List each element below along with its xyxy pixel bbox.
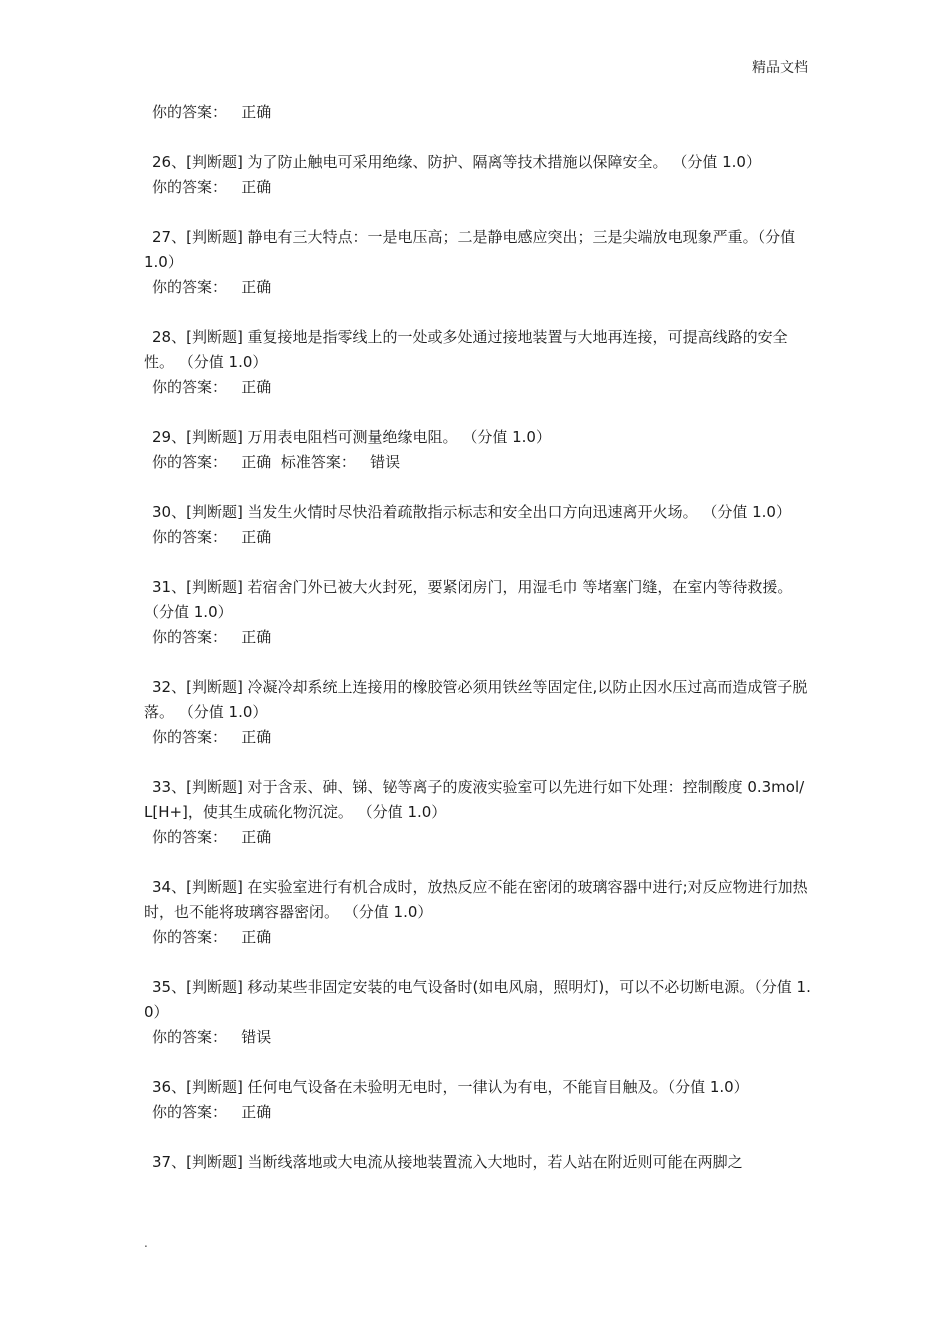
question-27 (144, 225, 812, 300)
question-32 (144, 675, 812, 750)
answer-line: 你的答案： 正确 标准答案： 错误 (152, 453, 401, 471)
page-footer: . (144, 1236, 148, 1250)
question-text: 35、[判断题] 移动某些非固定安装的电气设备时(如电风扇，照明灯)，可以不必切断电源。（分值 1.0） (144, 978, 811, 1021)
question-text: 26、[判断题] 为了防止触电可采用绝缘、防护、隔离等技术措施以保障安全。 （分值 1.0） (152, 153, 761, 171)
question-text: 29、[判断题] 万用表电阻档可测量绝缘电阻。 （分值 1.0） (152, 428, 551, 446)
question-text: 34、[判断题] 在实验室进行有机合成时，放热反应不能在密闭的玻璃容器中进行;对反应物进行加热时，也不能将玻璃容器密闭。 （分值 1.0） (144, 878, 808, 921)
question-31 (144, 575, 812, 650)
question-text: 27、[判断题] 静电有三大特点：一是电压高；二是静电感应突出；三是尖端放电现象严重。（分值 1.0） (144, 228, 796, 271)
question-text: 37、[判断题] 当断线落地或大电流从接地装置流入大地时，若人站在附近则可能在两脚之 (152, 1153, 743, 1171)
question-text: 32、[判断题] 冷凝冷却系统上连接用的橡胶管必须用铁丝等固定住,以防止因水压过高而造成管子脱落。 （分值 1.0） (144, 678, 808, 721)
answer-line: 你的答案： 正确 (152, 528, 272, 546)
question-text: 31、[判断题] 若宿舍门外已被大火封死，要紧闭房门，用湿毛巾 等堵塞门缝，在室内等待救援。 （分值 1.0） (144, 578, 793, 621)
question-26 (144, 150, 812, 200)
question-28 (144, 325, 812, 400)
question-text: 28、[判断题] 重复接地是指零线上的一处或多处通过接地装置与大地再连接，可提高线路的安全性。 （分值 1.0） (144, 328, 788, 371)
question-text: 33、[判断题] 对于含汞、砷、锑、铋等离子的废液实验室可以先进行如下处理：控制酸度 0.3mol/L[H+]，使其生成硫化物沉淀。 （分值 1.0） (144, 778, 805, 821)
question-33 (144, 775, 812, 850)
page-header: 精品文档 (752, 60, 808, 76)
question-35 (144, 975, 812, 1050)
answer-line: 你的答案： 正确 (152, 928, 272, 946)
question-36 (144, 1075, 812, 1125)
answer-line: 你的答案： 错误 (152, 1028, 272, 1046)
question-text: 36、[判断题] 任何电气设备在未验明无电时，一律认为有电，不能盲目触及。（分值 1.0） (152, 1078, 749, 1096)
answer-line: 你的答案： 正确 (152, 728, 272, 746)
answer-line: 你的答案： 正确 (152, 1103, 272, 1121)
question-text: 30、[判断题] 当发生火情时尽快沿着疏散指示标志和安全出口方向迅速离开火场。 （分值 1.0） (152, 503, 791, 521)
question-29 (144, 425, 812, 475)
document-body (144, 100, 812, 1175)
question-34 (144, 875, 812, 950)
answer-line: 你的答案： 正确 (152, 378, 272, 396)
answer-line: 你的答案： 正确 (152, 103, 272, 121)
question-30 (144, 500, 812, 550)
answer-line: 你的答案： 正确 (152, 278, 272, 296)
answer-line: 你的答案： 正确 (152, 178, 272, 196)
answer-line: 你的答案： 正确 (152, 828, 272, 846)
answer-line: 你的答案： 正确 (152, 628, 272, 646)
question-37 (144, 1150, 812, 1175)
